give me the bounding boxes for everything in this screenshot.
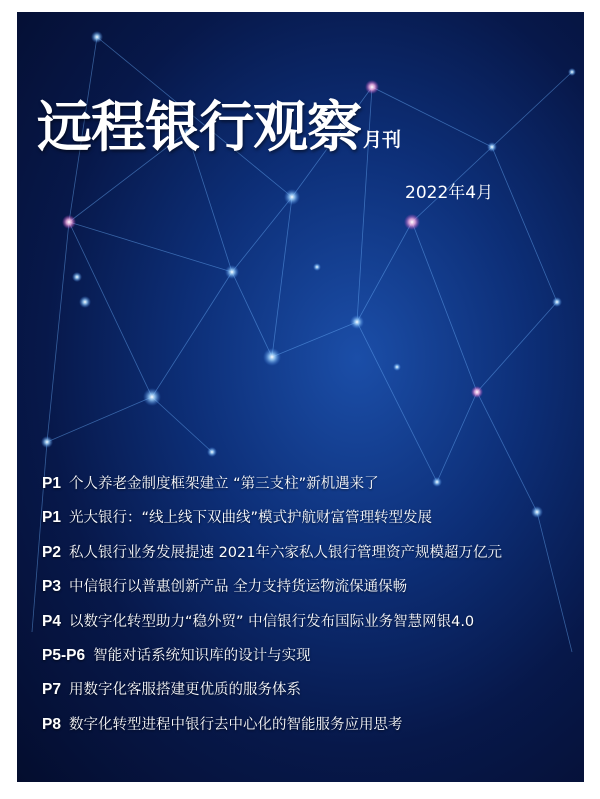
toc-item [42,467,582,501]
toc-headline: 以数字化转型助力“稳外贸” 中信银行发布国际业务智慧网银4.0 [68,613,475,630]
toc-page-number: P3 [42,578,61,596]
magazine-subtitle: 月刊 [363,129,402,151]
toc-headline: 个人养老金制度框架建立 “第三支柱”新机遇来了 [68,476,379,492]
toc-page-number: P1 [42,509,61,527]
toc-page-number: P7 [42,681,61,699]
toc-page-number: P5-P6 [42,646,86,664]
title-block [37,95,402,159]
toc-page-number: P4 [42,612,61,630]
toc-page-number: P8 [42,715,61,733]
issue-date: 2022年4月 [405,183,494,203]
toc-page-number: P2 [42,543,61,561]
toc-item [42,605,582,639]
toc-headline: 数字化转型进程中银行去中心化的智能服务应用思考 [68,716,403,733]
toc-item [42,673,582,707]
toc-item [42,708,582,742]
toc-item [42,501,582,535]
toc-headline: 光大银行：“线上线下双曲线”模式护航财富管理转型发展 [68,510,432,527]
magazine-title: 远程银行观察 [37,95,362,159]
toc-headline: 私人银行业务发展提速 2021年六家私人银行管理资产规模超万亿元 [68,544,502,561]
toc-item [42,570,582,604]
magazine-cover [17,12,584,782]
toc-headline: 智能对话系统知识库的设计与实现 [93,647,311,664]
table-of-contents [42,467,582,742]
toc-item [42,639,582,673]
toc-headline: 中信银行以普惠创新产品 全力支持货运物流保通保畅 [68,579,408,596]
toc-headline: 用数字化客服搭建更优质的服务体系 [68,682,301,699]
toc-item [42,536,582,570]
toc-page-number: P1 [42,475,61,492]
